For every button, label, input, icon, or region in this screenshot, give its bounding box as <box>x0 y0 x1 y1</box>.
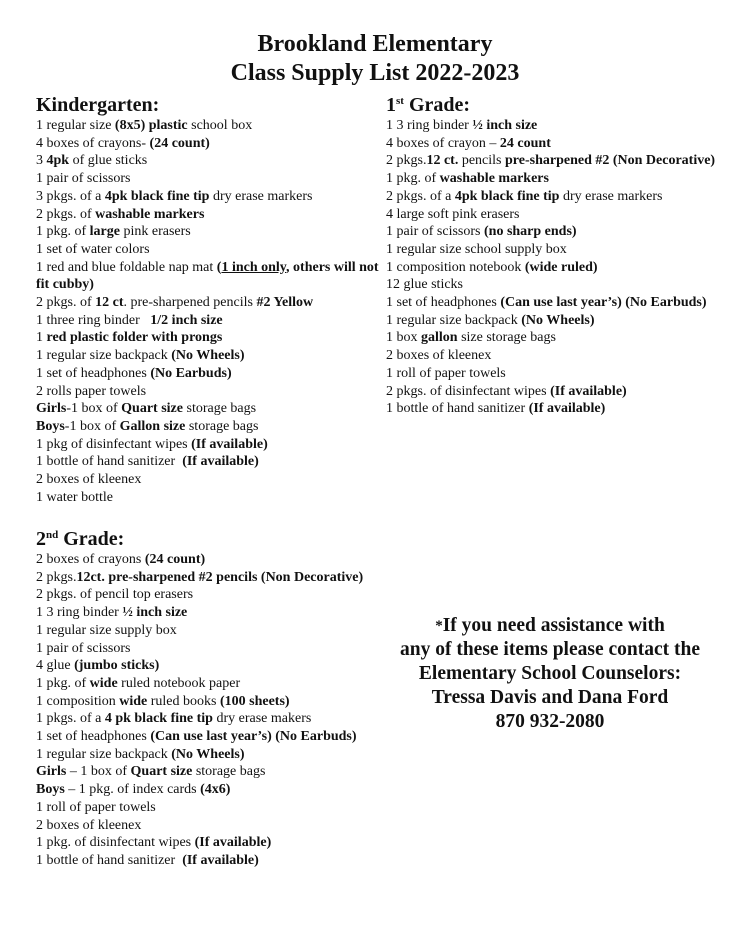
supply-item: 1 pkg. of washable markers <box>386 171 549 187</box>
note-line-1: *If you need assistance with <box>435 615 665 636</box>
supply-item: 1 regular size backpack (No Wheels) <box>386 312 595 328</box>
kindergarten-heading: Kindergarten: <box>36 94 160 116</box>
grade1-section <box>386 93 716 418</box>
list-title: Class Supply List 2022-2023 <box>230 60 520 86</box>
supply-item: 1 set of headphones (Can use last year’s) (No Earbuds) <box>36 729 357 745</box>
supply-item: 1 three ring binder 1/2 inch size <box>36 312 223 328</box>
school-name: Brookland Elementary <box>257 31 493 57</box>
supply-item: 2 boxes of kleenex <box>36 817 142 833</box>
grade2-section <box>36 527 390 870</box>
supply-item: 1 box gallon size storage bags <box>386 330 556 346</box>
supply-item: 12 glue sticks <box>386 277 463 293</box>
supply-item: 1 3 ring binder ½ inch size <box>36 605 188 621</box>
kindergarten-section <box>36 93 386 506</box>
supply-item: 1 pair of scissors <box>36 171 131 187</box>
supply-item: 1 bottle of hand sanitizer (If available) <box>36 454 259 470</box>
grade2-supply-list <box>36 551 390 870</box>
supply-item: 2 pkgs.12 ct. pencils pre-sharpened #2 (Non Decorative) <box>386 153 716 169</box>
supply-item: 2 pkgs. of 12 ct. pre-sharpened pencils #2 Yellow <box>36 295 314 311</box>
supply-item: 1 regular size school supply box <box>386 241 567 257</box>
supply-item: 1 pkgs. of a 4 pk black fine tip dry erase makers <box>36 711 312 727</box>
supply-item: Girls-1 box of Quart size storage bags <box>36 401 257 417</box>
supply-item: 2 pkgs. of disinfectant wipes (If available) <box>386 383 627 399</box>
supply-item: 1 set of water colors <box>36 241 150 257</box>
supply-item: 1 roll of paper towels <box>36 799 156 815</box>
supply-item: 2 pkgs. of washable markers <box>36 206 205 222</box>
supply-item: 1 pkg. of large pink erasers <box>36 224 191 240</box>
supply-item: 1 3 ring binder ½ inch size <box>386 118 538 133</box>
supply-item: 1 set of headphones (Can use last year’s) (No Earbuds) <box>386 295 707 311</box>
supply-item: 3 pkgs. of a 4pk black fine tip dry erase markers <box>36 188 313 204</box>
supply-item: 4 glue (jumbo sticks) <box>36 658 160 674</box>
supply-item: 4 boxes of crayon – 24 count <box>386 135 551 151</box>
note-line-2: any of these items please contact the <box>399 639 701 660</box>
page-title <box>0 30 750 88</box>
supply-item: 2 boxes of kleenex <box>36 472 142 488</box>
grade1-supply-list <box>386 117 716 418</box>
kindergarten-supply-list <box>36 117 386 506</box>
supply-item: 1 bottle of hand sanitizer (If available) <box>36 852 259 868</box>
supply-item: 3 4pk of glue sticks <box>36 153 148 169</box>
counselor-names: Tressa Davis and Dana Ford <box>431 687 669 708</box>
supply-item: 1 set of headphones (No Earbuds) <box>36 365 232 381</box>
supply-item: 2 boxes of crayons (24 count) <box>36 552 206 567</box>
supply-item: 1 composition notebook (wide ruled) <box>386 259 598 275</box>
supply-item: 1 pkg of disinfectant wipes (If available) <box>36 436 268 452</box>
supply-item: 1 composition wide ruled books (100 sheets) <box>36 693 290 709</box>
supply-item: 1 pkg. of wide ruled notebook paper <box>36 675 241 691</box>
supply-item: 2 rolls paper towels <box>36 383 147 399</box>
counselor-phone: 870 932-2080 <box>495 711 605 732</box>
supply-item: 1 regular size (8x5) plastic school box <box>36 118 253 133</box>
supply-item: Girls – 1 box of Quart size storage bags <box>36 764 266 780</box>
supply-item: 1 red plastic folder with prongs <box>36 330 223 346</box>
supply-item: Boys – 1 pkg. of index cards (4x6) <box>36 782 231 798</box>
supply-item: 4 boxes of crayons- (24 count) <box>36 135 210 151</box>
supply-item: 1 regular size backpack (No Wheels) <box>36 746 245 762</box>
note-line-3: Elementary School Counselors: <box>418 663 682 684</box>
supply-item: 1 pair of scissors (no sharp ends) <box>386 224 577 240</box>
supply-item: 1 pkg. of disinfectant wipes (If available) <box>36 835 272 851</box>
supply-item: 1 roll of paper towels <box>386 365 506 381</box>
supply-item: 1 regular size supply box <box>36 622 177 638</box>
supply-item: 1 bottle of hand sanitizer (If available) <box>386 401 606 417</box>
supply-item: 4 large soft pink erasers <box>386 206 520 222</box>
supply-item: 2 pkgs.12ct. pre-sharpened #2 pencils (Non Decorative) <box>36 569 364 585</box>
supply-item: Boys-1 box of Gallon size storage bags <box>36 418 259 434</box>
supply-item: 1 pair of scissors <box>36 640 131 656</box>
supply-item: 1 red and blue foldable nap mat (1 inch only, others will not fit cubby) <box>36 259 383 293</box>
counselor-contact-note <box>390 614 710 734</box>
supply-item: 1 regular size backpack (No Wheels) <box>36 348 245 364</box>
supply-item: 2 pkgs. of a 4pk black fine tip dry erase markers <box>386 188 663 204</box>
supply-item: 1 water bottle <box>36 489 113 505</box>
grade2-heading: 2nd Grade: <box>36 528 125 550</box>
grade1-heading: 1st Grade: <box>386 94 471 116</box>
supply-item: 2 boxes of kleenex <box>386 348 492 364</box>
supply-item: 2 pkgs. of pencil top erasers <box>36 587 194 603</box>
